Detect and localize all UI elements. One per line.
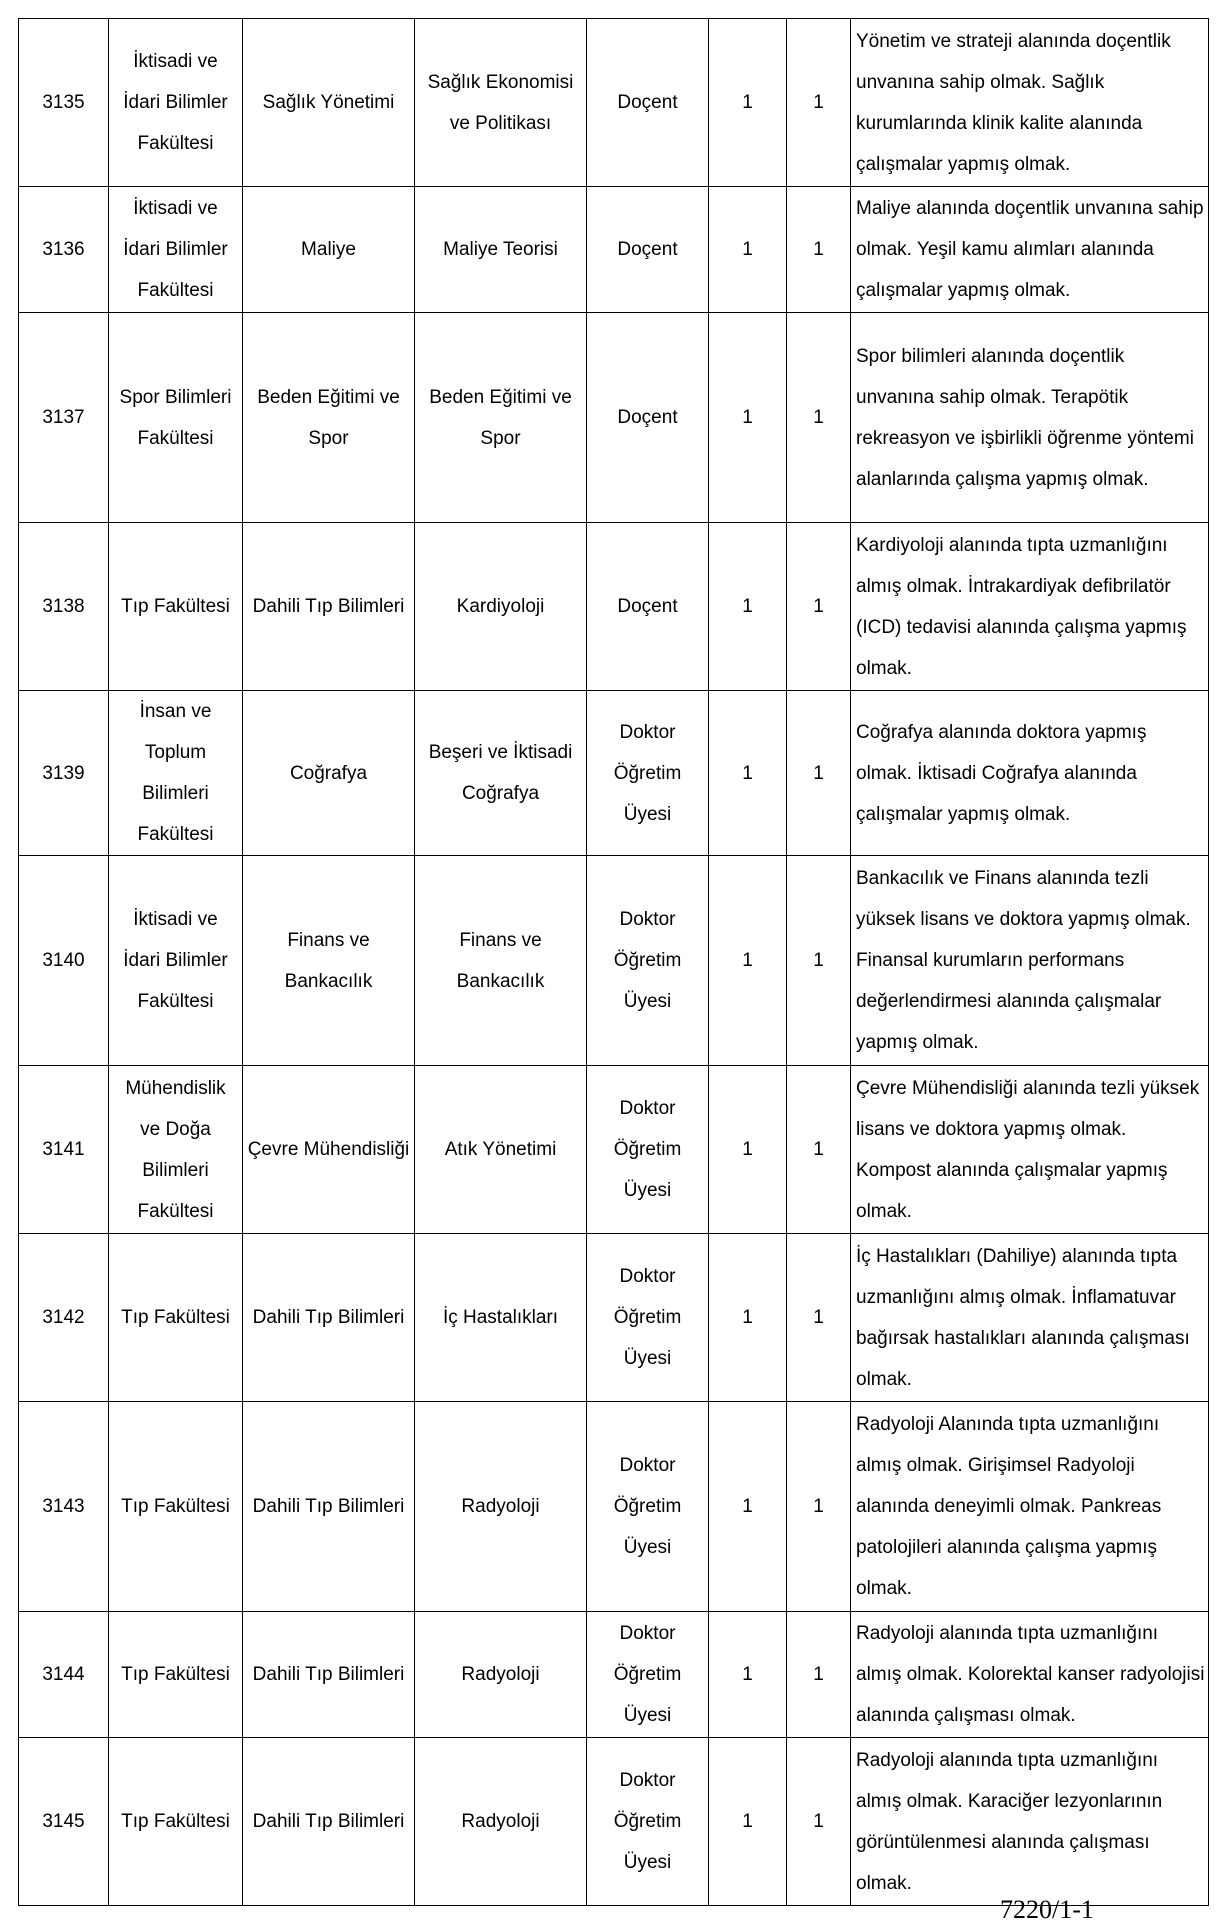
cell-program: Kardiyoloji [415,523,587,691]
cell-degree: 1 [709,313,787,523]
cell-department: Dahili Tıp Bilimleri [243,1234,415,1402]
cell-department: Finans ve Bankacılık [243,856,415,1066]
cell-description: Coğrafya alanında doktora yapmış olmak. İktisadi Coğrafya alanında çalışmalar yapmış olmak. [851,691,1209,856]
position-table [18,18,1209,1906]
cell-degree: 1 [709,1738,787,1906]
cell-no: 3135 [19,19,109,187]
cell-department: Maliye [243,187,415,313]
table-row [19,1402,1209,1612]
cell-title: Doktor Öğretim Üyesi [587,1234,709,1402]
cell-program: Atık Yönetimi [415,1066,587,1234]
cell-title: Doktor Öğretim Üyesi [587,1738,709,1906]
cell-title: Doktor Öğretim Üyesi [587,691,709,856]
cell-faculty: Tıp Fakültesi [109,1402,243,1612]
cell-program: Radyoloji [415,1402,587,1612]
page-code: 7220/1-1 [1000,1895,1094,1924]
table-row [19,313,1209,523]
cell-description: Yönetim ve strateji alanında doçentlik unvanına sahip olmak. Sağlık kurumlarında klinik kalite alanında çalışmalar yapmış olmak. [851,19,1209,187]
cell-program: Radyoloji [415,1612,587,1738]
cell-department: Beden Eğitimi ve Spor [243,313,415,523]
cell-count: 1 [787,19,851,187]
cell-faculty: Spor Bilimleri Fakültesi [109,313,243,523]
cell-faculty: Tıp Fakültesi [109,523,243,691]
cell-title: Doktor Öğretim Üyesi [587,1066,709,1234]
cell-degree: 1 [709,1234,787,1402]
cell-degree: 1 [709,1402,787,1612]
cell-faculty: İnsan ve Toplum Bilimleri Fakültesi [109,691,243,856]
cell-faculty: Tıp Fakültesi [109,1612,243,1738]
cell-count: 1 [787,1234,851,1402]
cell-count: 1 [787,691,851,856]
cell-no: 3139 [19,691,109,856]
cell-title: Doktor Öğretim Üyesi [587,856,709,1066]
cell-description: Kardiyoloji alanında tıpta uzmanlığını almış olmak. İntrakardiyak defibrilatör (ICD) tedavisi alanında çalışma yapmış olmak. [851,523,1209,691]
cell-degree: 1 [709,856,787,1066]
cell-faculty: İktisadi ve İdari Bilimler Fakültesi [109,856,243,1066]
cell-description: Maliye alanında doçentlik unvanına sahip olmak. Yeşil kamu alımları alanında çalışmalar yapmış olmak. [851,187,1209,313]
cell-count: 1 [787,1402,851,1612]
cell-count: 1 [787,1738,851,1906]
cell-degree: 1 [709,1612,787,1738]
cell-no: 3144 [19,1612,109,1738]
table-row [19,1738,1209,1906]
cell-count: 1 [787,313,851,523]
cell-faculty: Mühendislik ve Doğa Bilimleri Fakültesi [109,1066,243,1234]
cell-description: Çevre Mühendisliği alanında tezli yüksek lisans ve doktora yapmış olmak. Kompost alanında çalışmalar yapmış olmak. [851,1066,1209,1234]
cell-program: İç Hastalıkları [415,1234,587,1402]
table-row [19,856,1209,1066]
cell-degree: 1 [709,523,787,691]
cell-faculty: İktisadi ve İdari Bilimler Fakültesi [109,187,243,313]
cell-program: Maliye Teorisi [415,187,587,313]
cell-no: 3141 [19,1066,109,1234]
cell-count: 1 [787,523,851,691]
cell-title: Doçent [587,19,709,187]
cell-title: Doktor Öğretim Üyesi [587,1612,709,1738]
cell-count: 1 [787,856,851,1066]
cell-count: 1 [787,1066,851,1234]
cell-program: Sağlık Ekonomisi ve Politikası [415,19,587,187]
cell-no: 3145 [19,1738,109,1906]
cell-department: Çevre Mühendisliği [243,1066,415,1234]
table-row [19,1066,1209,1234]
cell-department: Dahili Tıp Bilimleri [243,1612,415,1738]
cell-title: Doktor Öğretim Üyesi [587,1402,709,1612]
cell-description: Spor bilimleri alanında doçentlik unvanına sahip olmak. Terapötik rekreasyon ve işbirlikli öğrenme yöntemi alanlarında çalışma yapmış olmak. [851,313,1209,523]
cell-degree: 1 [709,19,787,187]
cell-description: İç Hastalıkları (Dahiliye) alanında tıpta uzmanlığını almış olmak. İnflamatuvar bağırsak hastalıkları alanında çalışması olmak. [851,1234,1209,1402]
cell-program: Beden Eğitimi ve Spor [415,313,587,523]
cell-description: Radyoloji alanında tıpta uzmanlığını almış olmak. Kolorektal kanser radyolojisi alanında çalışması olmak. [851,1612,1209,1738]
cell-faculty: İktisadi ve İdari Bilimler Fakültesi [109,19,243,187]
cell-no: 3142 [19,1234,109,1402]
cell-description: Radyoloji Alanında tıpta uzmanlığını almış olmak. Girişimsel Radyoloji alanında deneyimli olmak. Pankreas patolojileri alanında çalışma yapmış olmak. [851,1402,1209,1612]
cell-description: Bankacılık ve Finans alanında tezli yüksek lisans ve doktora yapmış olmak. Finansal kurumların performans değerlendirmesi alanında çalışmalar yapmış olmak. [851,856,1209,1066]
cell-title: Doçent [587,313,709,523]
cell-no: 3140 [19,856,109,1066]
cell-department: Dahili Tıp Bilimleri [243,523,415,691]
cell-count: 1 [787,1612,851,1738]
cell-program: Beşeri ve İktisadi Coğrafya [415,691,587,856]
table-row [19,523,1209,691]
cell-department: Coğrafya [243,691,415,856]
cell-no: 3137 [19,313,109,523]
cell-degree: 1 [709,187,787,313]
table-row [19,1612,1209,1738]
table-row [19,187,1209,313]
cell-description: Radyoloji alanında tıpta uzmanlığını almış olmak. Karaciğer lezyonlarının görüntülenmesi alanında çalışması olmak. [851,1738,1209,1906]
cell-title: Doçent [587,187,709,313]
cell-count: 1 [787,187,851,313]
document-page [18,18,1208,1906]
table-row [19,1234,1209,1402]
cell-no: 3143 [19,1402,109,1612]
table-row [19,691,1209,856]
cell-degree: 1 [709,1066,787,1234]
cell-department: Dahili Tıp Bilimleri [243,1738,415,1906]
cell-no: 3138 [19,523,109,691]
cell-no: 3136 [19,187,109,313]
cell-program: Radyoloji [415,1738,587,1906]
cell-title: Doçent [587,523,709,691]
cell-faculty: Tıp Fakültesi [109,1234,243,1402]
cell-program: Finans ve Bankacılık [415,856,587,1066]
table-row [19,19,1209,187]
cell-faculty: Tıp Fakültesi [109,1738,243,1906]
table-body [19,19,1209,1906]
cell-department: Dahili Tıp Bilimleri [243,1402,415,1612]
cell-degree: 1 [709,691,787,856]
cell-department: Sağlık Yönetimi [243,19,415,187]
